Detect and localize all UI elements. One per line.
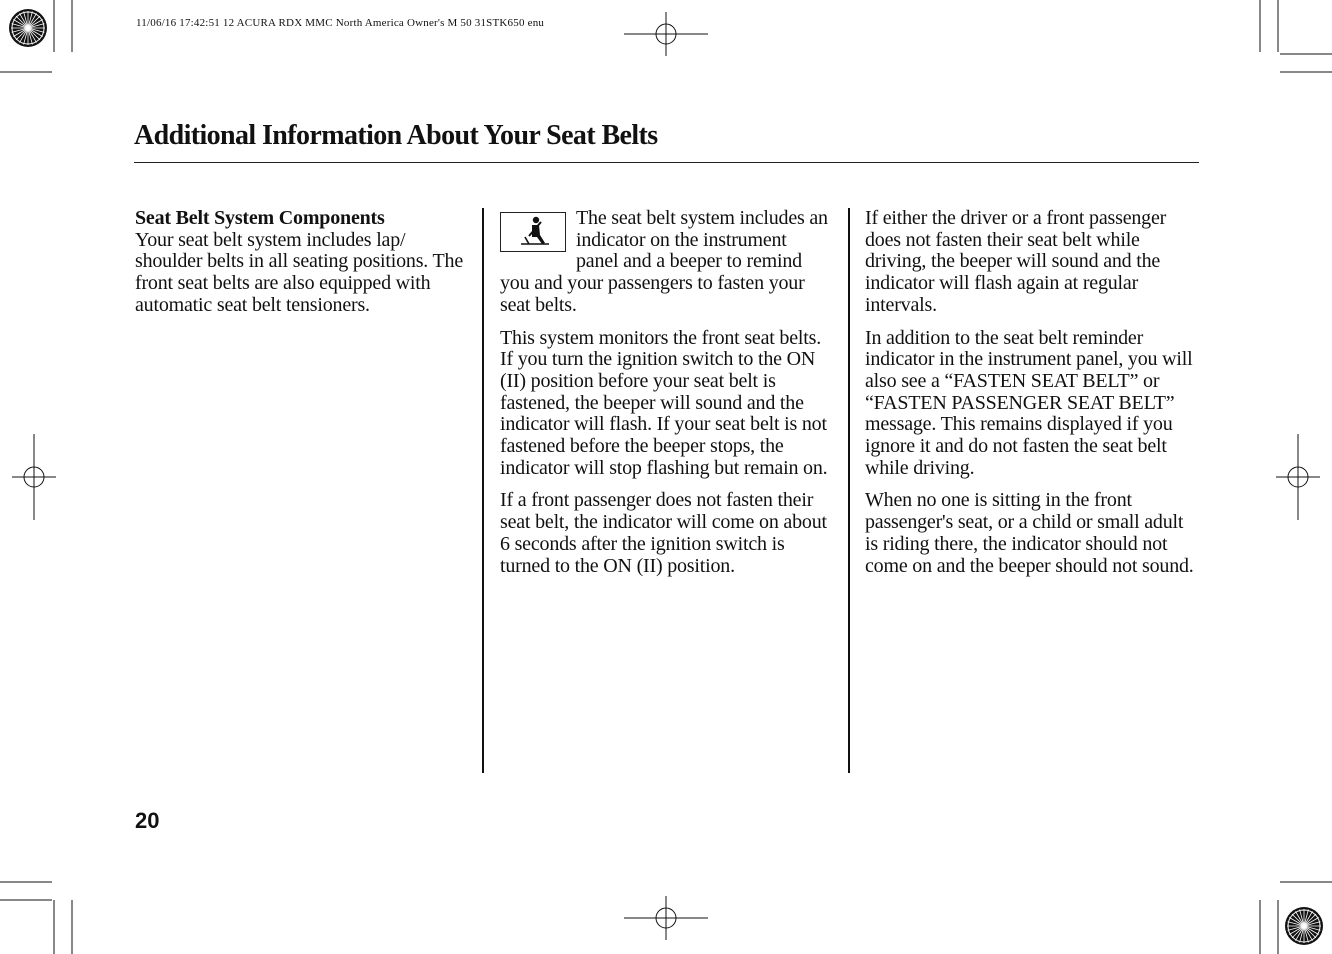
section-heading: Seat Belt System Components bbox=[135, 207, 385, 229]
paragraph: In addition to the seat belt reminder indicator in the instrument panel, you will also see a “FASTEN SEAT BELT” or “FASTEN PASSENGER SEAT BELT” message. This remains displayed if you ignore it and do not fasten the seat belt while driving. bbox=[865, 326, 1193, 479]
paragraph: The seat belt system includes an indicator on the instrument panel and a beeper to remind you and your passengers to fasten your seat belts. bbox=[500, 207, 828, 316]
registration-starburst-icon bbox=[1285, 907, 1323, 945]
seat-belt-reminder-icon bbox=[500, 212, 566, 252]
print-header: 11/06/16 17:42:51 12 ACURA RDX MMC North America Owner's M 50 31STK650 enu bbox=[136, 17, 545, 29]
section-body: Your seat belt system includes lap/ shoulder belts in all seating positions. The front seat belts are also equipped with automatic seat belt tensioners. bbox=[135, 228, 464, 316]
column-seat-belt-messages bbox=[865, 208, 1197, 588]
paragraph: If either the driver or a front passenger does not fasten their seat belt while driving, the beeper will sound and the indicator will flash again at regular intervals. bbox=[865, 207, 1167, 316]
column-seat-belt-reminder bbox=[500, 208, 830, 588]
paragraph: If a front passenger does not fasten their seat belt, the indicator will come on about 6 seconds after the ignition switch is turned to the ON (II) position. bbox=[500, 489, 827, 577]
page-number: 20 bbox=[135, 808, 160, 833]
paragraph: This system monitors the front seat belts. If you turn the ignition switch to the ON (II) position before your seat belt is fastened, the beeper will sound and the indicator will flash. If your seat belt is not fastened before the beeper stops, the indicator will stop flashing but remain on. bbox=[500, 326, 828, 479]
column-divider bbox=[848, 208, 850, 773]
column-divider bbox=[482, 208, 484, 773]
page-title: Additional Information About Your Seat Belts bbox=[134, 120, 658, 151]
paragraph bbox=[135, 208, 467, 317]
paragraph: When no one is sitting in the front passenger's seat, or a child or small adult is riding there, the indicator should not come on and the beeper should not sound. bbox=[865, 489, 1194, 577]
registration-starburst-icon bbox=[9, 9, 47, 47]
title-rule bbox=[134, 162, 1199, 163]
column-seat-belt-components bbox=[135, 208, 467, 328]
